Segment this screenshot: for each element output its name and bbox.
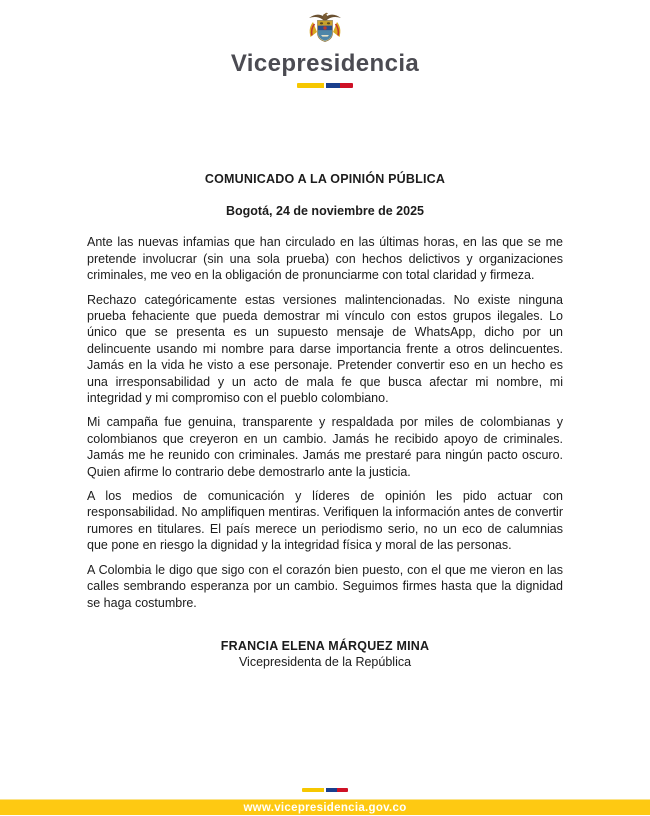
header <box>0 0 650 88</box>
flag-red-segment <box>337 788 348 792</box>
footer-bar <box>0 799 650 815</box>
paragraph-4: A los medios de comunicación y líderes de opinión les pido actuar con responsabilidad. No amplifiquen mentiras. Verifiquen la información antes de convertir rumores en titulares. El país merece un periodismo serio, no un eco de calumnias que pone en riesgo la dignidad y la integridad física y moral de las personas. <box>87 489 563 553</box>
colombia-flag-strip <box>297 83 353 88</box>
flag-blue-segment <box>326 83 340 88</box>
paragraph-3: Mi campaña fue genuina, transparente y respaldada por miles de colombianas y colombianos que creyeron en un cambio. Jamás he recibido apoyo de criminales. Jamás me he reunido con criminales. Jamás me prestaré para ningún pacto oscuro. Quien afirme lo contrario debe demostrarlo ante la justicia. <box>87 415 563 479</box>
footer-flag-strip <box>302 788 348 792</box>
flag-red-segment <box>340 83 354 88</box>
page-title: COMUNICADO A LA OPINIÓN PÚBLICA <box>204 172 446 187</box>
dateline: Bogotá, 24 de noviembre de 2025 <box>226 204 424 219</box>
colombia-coat-of-arms-icon <box>304 11 346 49</box>
signature-block <box>87 639 563 669</box>
signatory-role: Vicepresidenta de la República <box>238 654 412 669</box>
flag-blue-segment <box>326 788 337 792</box>
footer-url-link[interactable]: www.vicepresidencia.gov.co <box>243 801 407 814</box>
paragraph-5: A Colombia le digo que sigo con el corazón bien puesto, con el que me vieron en las calles sembrando esperanza por un cambio. Seguimos firmes hasta que la dignidad se haga costumbre. <box>87 562 563 610</box>
paragraphs <box>87 234 563 611</box>
flag-yellow-segment <box>302 788 324 792</box>
document-body <box>0 172 650 669</box>
brand-wordmark: Vicepresidencia <box>230 50 420 77</box>
paragraph-2: Rechazo categóricamente estas versiones malintencionadas. No existe ninguna prueba fehaciente que pueda demostrar mi vínculo con estos grupos ilegales. Lo único que se presenta es un supuesto mensaje de WhatsApp, dicho por un delincuente usando mi nombre para darse importancia frente a otros delincuentes. Jamás en la vida he visto a ese personaje. Pretender convertir eso en un hecho es una irresponsabilidad y un acto de mala fe que busca afectar mi nombre, mi integridad y mi compromiso con el pueblo colombiano. <box>87 292 563 406</box>
signatory-name: FRANCIA ELENA MÁRQUEZ MINA <box>220 638 430 653</box>
flag-yellow-segment <box>297 83 324 88</box>
paragraph-1: Ante las nuevas infamias que han circulado en las últimas horas, en las que se me pretende involucrar (sin una sola prueba) con hechos delictivos y organizaciones criminales, me veo en la obligación de pronunciarme con total claridad y firmeza. <box>87 235 563 283</box>
